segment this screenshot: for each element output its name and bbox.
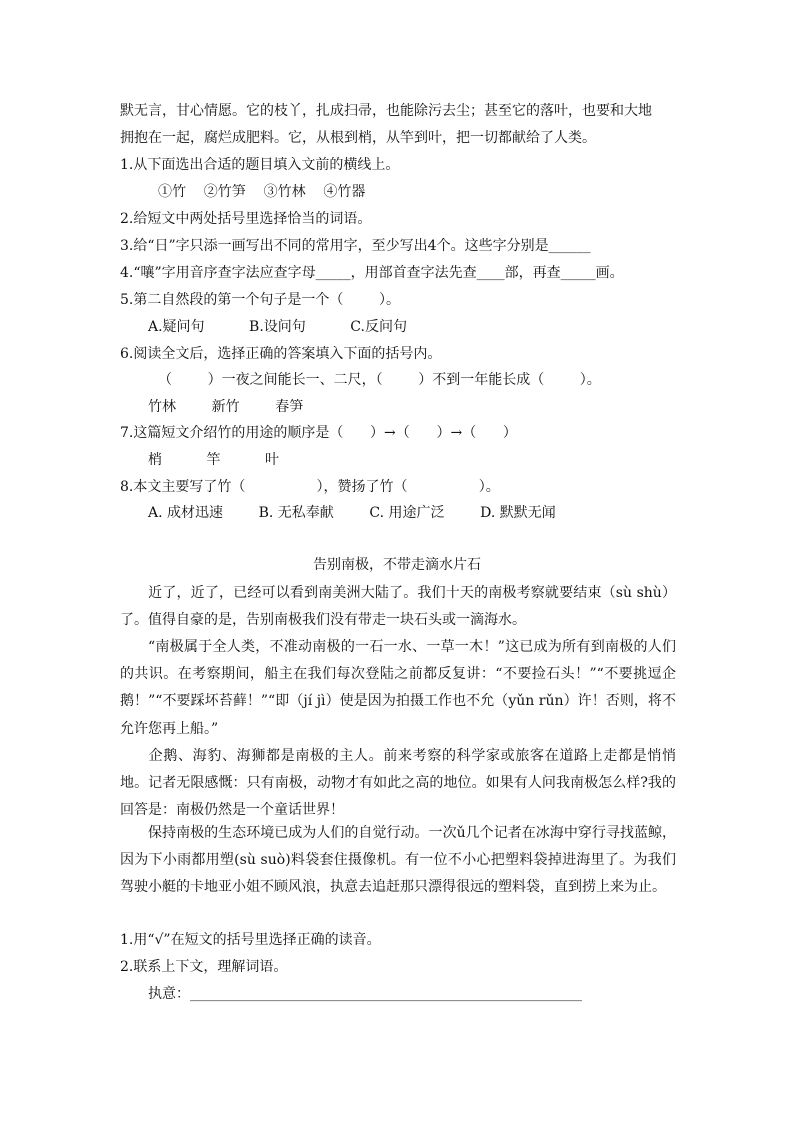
question-5-options: A.疑问句 B.设问句 C.反问句 (148, 319, 407, 335)
question-2: 2.给短文中两处括号里选择恰当的词语。 (120, 211, 372, 227)
question-4: 4.“嚷”字用音序查字法应查字母_____，用部首查字法先查____部，再查_____画。 (120, 265, 624, 281)
passage2-paragraph-2: “南极属于全人类，不准动南极的一石一水、一草一木！”这已成为所有到南极的人们的共识。在考察期间，船主在我们每次登陆之前都反复讲：“不要捡石头！”“不要挑逗企鹅！”“不要踩坏苔藓！”“即（jí jì）使是因为拍摄工作也不允（yǔn rǔn）许！否则，将不允许您再上船。” (120, 639, 676, 737)
question-7-options: 梢 竿 叶 (148, 452, 280, 468)
passage1-line-2: 拥抱在一起，腐烂成肥料。它，从根到梢，从竿到叶，把一切都献给了人类。 (120, 130, 596, 146)
question-6-options: 竹林 新竹 春笋 (148, 399, 304, 415)
passage2-question-2-answer-line[interactable]: 执意：________________________________________________________ (148, 986, 582, 1002)
question-6-blanks: （ ）一夜之间能长一、二尺，（ ）不到一年能长成（ ）。 (158, 372, 601, 388)
passage2-paragraph-1: 近了，近了，已经可以看到南美洲大陆了。我们十天的南极考察就要结束（sù shù）了。值得自豪的是，告别南极我们没有带走一块石头或一滴海水。 (120, 585, 676, 629)
passage2-paragraph-3: 企鹅、海豹、海狮都是南极的主人。前来考察的科学家或旅客在道路上走都是悄悄地。记者无限感慨：只有南极，动物才有如此之高的地位。如果有人问我南极怎么样?我的回答是：南极仍然是一个童话世界！ (120, 748, 676, 819)
question-1-options: ①竹 ②竹笋 ③竹林 ④竹器 (158, 184, 366, 200)
question-8: 8.本文主要写了竹（ ），赞扬了竹（ ）。 (120, 479, 500, 495)
passage1-line-1: 默无言，甘心情愿。它的枝丫，扎成扫帚，也能除污去尘；甚至它的落叶，也要和大地 (120, 103, 652, 119)
passage2-question-1: 1.用“√”在短文的括号里选择正确的读音。 (120, 932, 381, 948)
question-3: 3.给“日”字只添一画写出不同的常用字，至少写出4个。这些字分别是______ (120, 238, 591, 254)
question-7: 7.这篇短文介绍竹的用途的顺序是（ ）→（ ）→（ ） (120, 425, 517, 441)
question-1: 1.从下面选出合适的题目填入文前的横线上。 (120, 157, 400, 173)
question-5: 5.第二自然段的第一个句子是一个（ ）。 (120, 292, 400, 308)
passage2-title: 告别南极，不带走滴水片石 (313, 557, 481, 573)
question-6: 6.阅读全文后，选择正确的答案填入下面的括号内。 (120, 346, 442, 362)
passage2-question-2: 2.联系上下文，理解词语。 (120, 959, 288, 975)
passage2-paragraph-4: 保持南极的生态环境已成为人们的自觉行动。一次ǔ几个记者在冰海中穿行寻找蓝鲸，因为下小雨都用塑(sù suò)料袋套住摄像机。有一位不小心把塑料袋掉进海里了。为我们驾驶小艇的卡地亚小姐不顾风浪，执意去追赶那只漂得很远的塑料袋，直到捞上来为止。 (120, 825, 676, 896)
question-8-options: A. 成材迅速 B. 无私奉献 C. 用途广泛 D. 默默无闻 (148, 505, 556, 521)
